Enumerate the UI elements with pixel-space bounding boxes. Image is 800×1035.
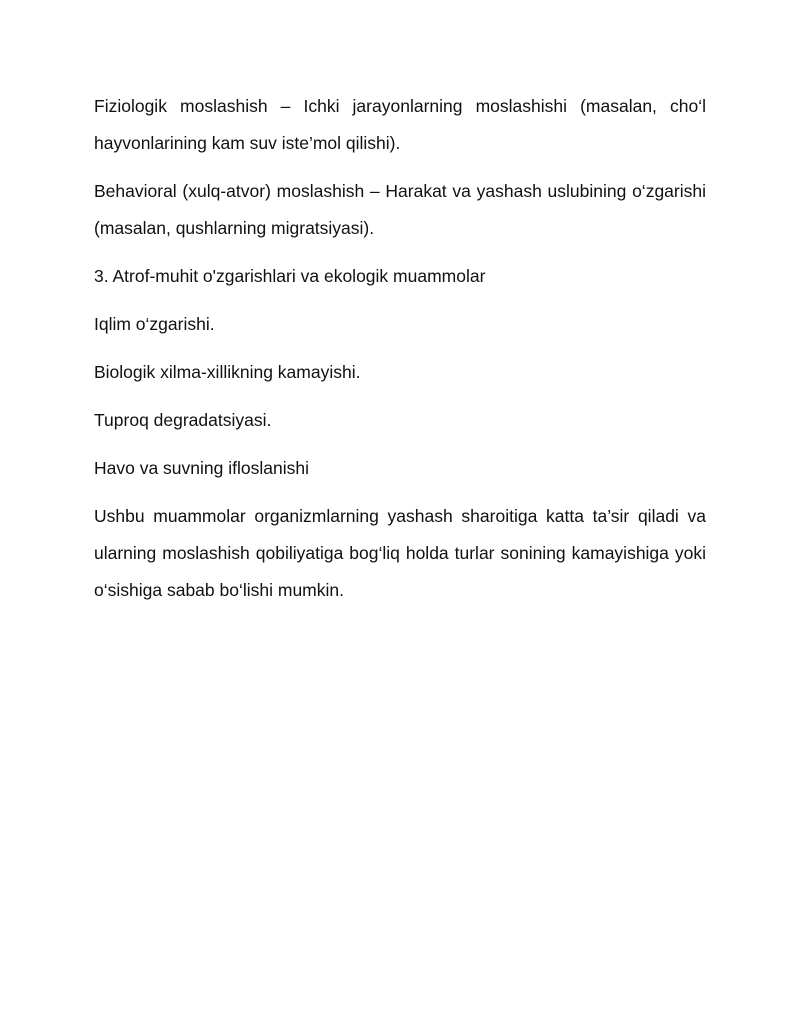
list-item-soil-degradation: Tuproq degradatsiyasi. <box>94 410 272 430</box>
document-body <box>94 88 706 620</box>
paragraph-behavioral-adaptation: Behavioral (xulq-atvor) moslashish – Harakat va yashash uslubining o‘zgarishi (masalan, qushlarning migratsiyasi). <box>94 181 706 238</box>
list-item-climate-change: Iqlim o‘zgarishi. <box>94 314 215 334</box>
paragraph-physiological-adaptation: Fiziologik moslashish – Ichki jarayonlarning moslashishi (masalan, cho‘l hayvonlarining kam suv iste’mol qilishi). <box>94 96 706 153</box>
list-item-air-water-pollution: Havo va suvning ifloslanishi <box>94 458 309 478</box>
section-heading-environmental-changes: 3. Atrof-muhit o'zgarishlari va ekologik muammolar <box>94 266 486 286</box>
list-item-biodiversity-loss: Biologik xilma-xillikning kamayishi. <box>94 362 361 382</box>
paragraph-conclusion: Ushbu muammolar organizmlarning yashash sharoitiga katta ta’sir qiladi va ularning moslashish qobiliyatiga bog‘liq holda turlar sonining kamayishiga yoki o‘sishiga sabab bo‘lishi mumkin. <box>94 506 706 600</box>
